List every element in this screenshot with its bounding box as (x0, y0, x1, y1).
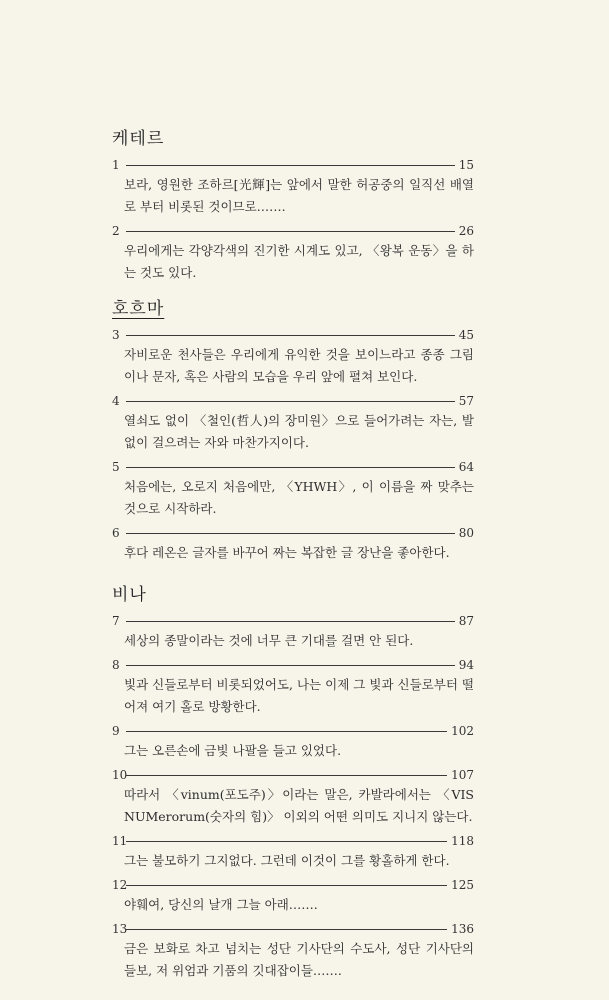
toc-entry (112, 878, 474, 916)
leader-line (126, 929, 447, 930)
leader-line (126, 335, 455, 336)
entry-text: 보라, 영원한 조하르[光輝]는 앞에서 말한 허공중의 일직선 배열로 부터 비롯된 것이므로……. (124, 177, 474, 214)
entry-number: 2 (112, 224, 120, 238)
entry-number: 12 (112, 878, 128, 892)
toc-entry (112, 724, 474, 762)
page-number: 102 (451, 724, 474, 738)
leader-line (126, 665, 455, 666)
entry-number: 8 (112, 658, 120, 672)
page-number: 64 (458, 460, 474, 474)
entry-text: 야훼여, 당신의 날개 그늘 아래……. (124, 897, 318, 912)
toc-entry (112, 834, 474, 872)
page-number: 15 (458, 158, 474, 172)
leader-line (126, 731, 447, 732)
leader-line (126, 885, 447, 886)
entry-number: 6 (112, 526, 120, 540)
leader-line (126, 165, 455, 166)
toc-entry (112, 922, 474, 982)
leader-line (126, 775, 447, 776)
section-title: 비나 (112, 585, 147, 605)
page-number: 87 (458, 614, 474, 628)
section-chokhmah (112, 298, 474, 564)
entry-text: 빛과 신들로부터 비롯되었어도, 나는 이제 그 빛과 신들로부터 떨어져 여기 홀로 방황한다. (124, 677, 474, 714)
section-title: 케테르 (112, 129, 165, 149)
leader-line (126, 621, 455, 622)
entry-text: 그는 오른손에 금빛 나팔을 들고 있었다. (124, 743, 342, 758)
leader-line (126, 231, 455, 232)
entry-text: 따라서 〈vinum(포도주)〉이라는 말은, 카발라에서는 〈VIS NUMerorum(숫자의 힘)〉 이외의 어떤 의미도 지니지 않는다. (124, 787, 474, 824)
section-keter (112, 128, 474, 284)
toc-entry (112, 526, 474, 564)
entry-text: 열쇠도 없이 〈철인(哲人)의 장미원〉으로 들어가려는 자는, 발 없이 걸으려는 자와 마찬가지이다. (124, 413, 474, 450)
section-binah (112, 584, 474, 982)
leader-line (126, 841, 447, 842)
entry-text: 자비로운 천사들은 우리에게 유익한 것을 보이느라고 종종 그림이나 문자, 혹은 사람의 모습을 우리 앞에 펼쳐 보인다. (124, 347, 474, 384)
entry-number: 7 (112, 614, 120, 628)
entry-number: 5 (112, 460, 120, 474)
entry-text: 금은 보화로 차고 넘치는 성단 기사단의 수도사, 성단 기사단의 들보, 저 위엄과 기품의 깃대잡이들……. (124, 941, 474, 978)
page-number: 118 (451, 834, 474, 848)
table-of-contents (112, 128, 474, 992)
page-number: 125 (451, 878, 474, 892)
page-number: 80 (458, 526, 474, 540)
leader-line (126, 401, 455, 402)
entry-text: 그는 불모하기 그지없다. 그런데 이것이 그를 황홀하게 한다. (124, 853, 450, 868)
entry-number: 1 (112, 158, 120, 172)
toc-entry (112, 224, 474, 284)
entry-text: 우리에게는 각양각색의 진기한 시계도 있고, 〈왕복 운동〉을 하는 것도 있다. (124, 243, 474, 280)
toc-entry (112, 394, 474, 454)
entry-number: 11 (112, 834, 128, 848)
toc-entry (112, 158, 474, 218)
page-number: 136 (451, 922, 474, 936)
toc-entry (112, 328, 474, 388)
toc-entry (112, 658, 474, 718)
entry-text: 세상의 종말이라는 것에 너무 큰 기대를 걸면 안 된다. (124, 633, 414, 648)
leader-line (126, 467, 455, 468)
toc-entry (112, 614, 474, 652)
entry-number: 9 (112, 724, 120, 738)
entry-number: 13 (112, 922, 128, 936)
entry-text: 후다 레온은 글자를 바꾸어 짜는 복잡한 글 장난을 좋아한다. (124, 545, 450, 560)
page-number: 94 (458, 658, 474, 672)
toc-entry (112, 460, 474, 520)
entry-number: 3 (112, 328, 120, 342)
toc-entry (112, 768, 474, 828)
page-number: 45 (458, 328, 474, 342)
entry-text: 처음에는, 오로지 처음에만, 〈YHWH〉, 이 이름을 짜 맞추는 것으로 시작하라. (124, 479, 474, 516)
page-number: 57 (458, 394, 474, 408)
entry-number: 4 (112, 394, 120, 408)
leader-line (126, 533, 455, 534)
section-title: 호흐마 (112, 299, 165, 319)
page-number: 26 (458, 224, 474, 238)
page-number: 107 (451, 768, 474, 782)
entry-number: 10 (112, 768, 128, 782)
